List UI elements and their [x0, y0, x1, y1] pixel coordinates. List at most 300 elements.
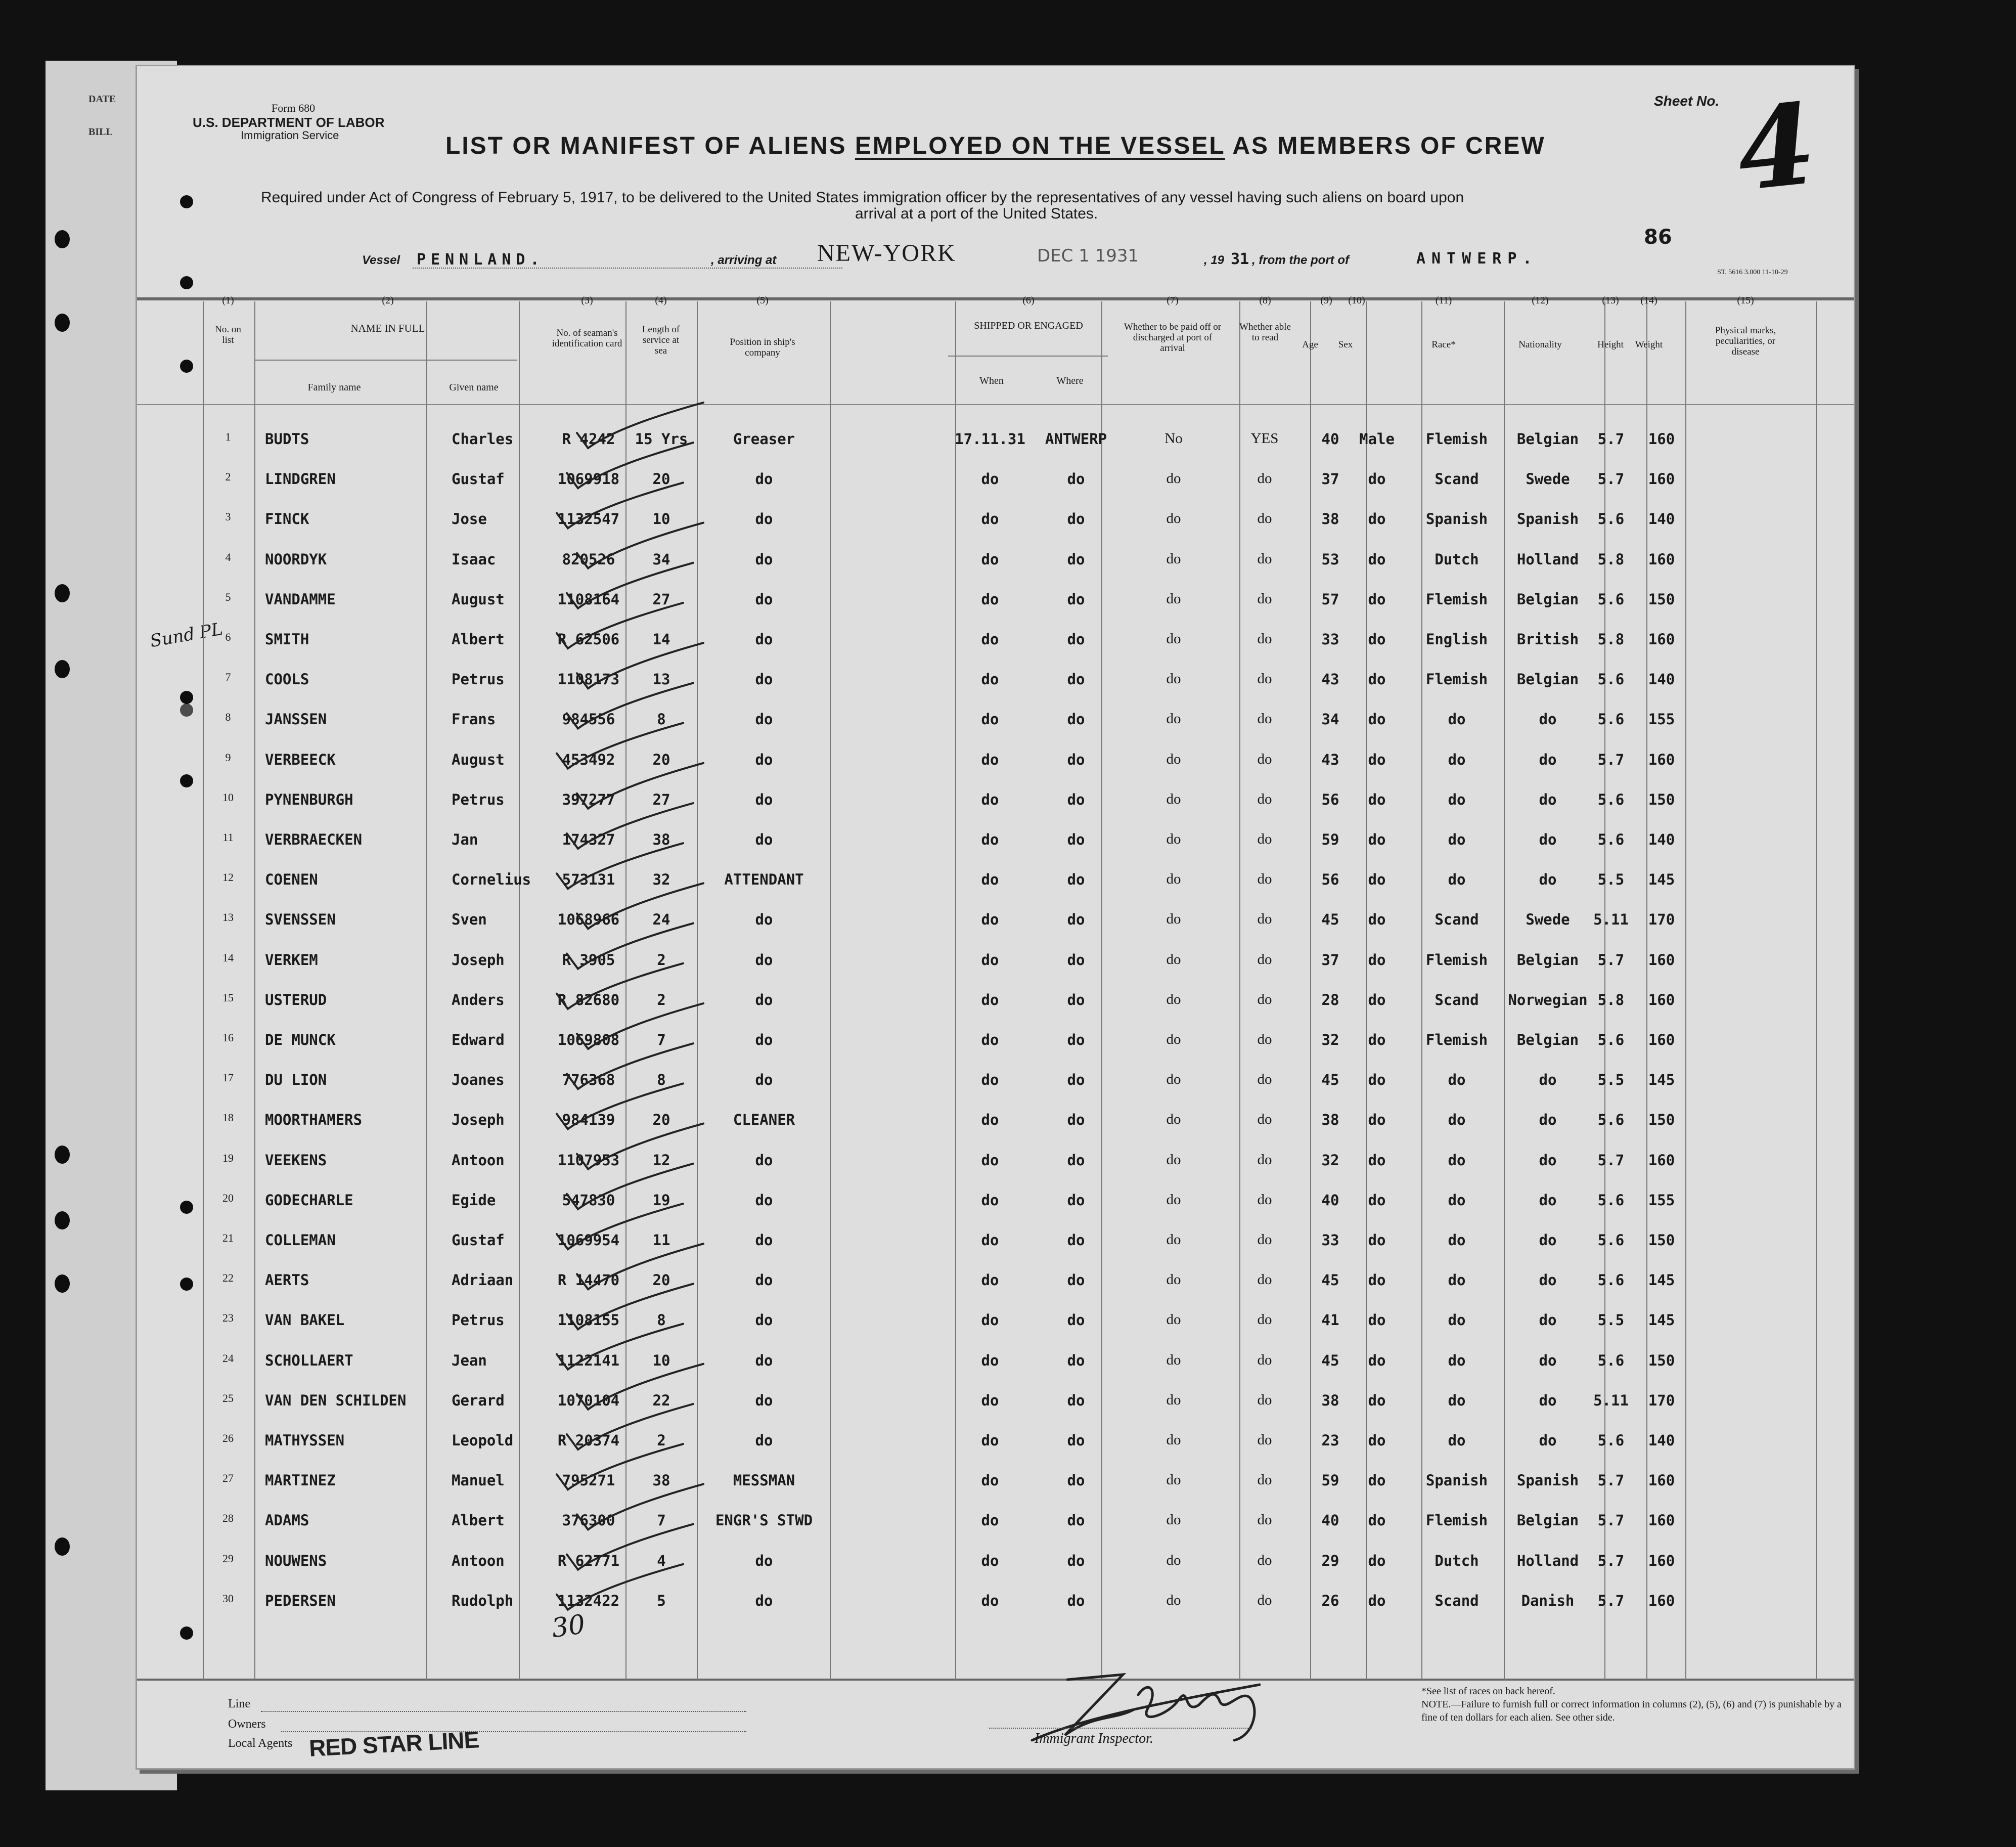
cell-given: Joanes: [452, 1071, 505, 1089]
cell-when: do: [981, 711, 999, 728]
cell-given: Petrus: [452, 1311, 505, 1329]
cell-paid: do: [1166, 1592, 1181, 1608]
cell-when: do: [981, 911, 999, 929]
cell-paid: do: [1166, 1391, 1181, 1408]
cell-service: 14: [652, 631, 670, 648]
cell-no: 2: [225, 470, 231, 483]
cell-height: 5.8: [1597, 991, 1625, 1008]
cell-weight: 145: [1648, 1271, 1675, 1289]
cell-where: do: [1067, 671, 1085, 688]
service-name: Immigration Service: [241, 129, 339, 142]
cell-nat: Holland: [1516, 550, 1579, 568]
cell-when: do: [981, 550, 999, 568]
cell-nat: do: [1539, 751, 1557, 768]
cell-sex: do: [1368, 1232, 1386, 1249]
cell-paid: do: [1166, 1031, 1181, 1047]
cell-paid: do: [1166, 911, 1181, 928]
cell-nat: Belgian: [1516, 671, 1579, 688]
cell-sex: do: [1368, 1031, 1386, 1048]
cell-when: do: [981, 1071, 999, 1089]
cell-age: 29: [1321, 1552, 1339, 1569]
cell-height: 5.11: [1593, 911, 1629, 929]
cell-age: 40: [1321, 430, 1339, 448]
cell-weight: 160: [1648, 430, 1675, 448]
cell-height: 5.6: [1597, 1351, 1625, 1369]
cell-race: Flemish: [1425, 951, 1488, 969]
header-race: Race*: [1431, 339, 1456, 350]
cell-race: Flemish: [1425, 671, 1488, 688]
cell-family: ADAMS: [265, 1512, 309, 1529]
column-number: (9): [1320, 295, 1332, 306]
cell-given: Edward: [452, 1031, 505, 1048]
cell-sex: do: [1368, 871, 1386, 889]
cell-paid: do: [1166, 590, 1181, 607]
cell-given: Leopold: [452, 1432, 514, 1449]
cell-card: 984556: [562, 711, 615, 728]
column-number: (5): [756, 295, 769, 306]
cell-sex: do: [1368, 550, 1386, 568]
cell-age: 40: [1321, 1191, 1339, 1209]
punch-hole: [55, 1211, 70, 1229]
cell-given: Gerard: [452, 1391, 505, 1409]
cell-position: ATTENDANT: [724, 871, 804, 889]
cell-family: VERBRAECKEN: [265, 831, 363, 848]
cell-race: Scand: [1435, 911, 1479, 929]
arriving-port: NEW-YORK: [817, 240, 956, 267]
cell-sex: do: [1368, 1271, 1386, 1289]
header-weight: Weight: [1635, 339, 1663, 350]
cell-age: 33: [1321, 631, 1339, 648]
cell-no: 30: [222, 1592, 234, 1605]
cell-where: do: [1067, 631, 1085, 648]
cell-sex: do: [1368, 1351, 1386, 1369]
cell-card: 376300: [562, 1512, 615, 1529]
cell-given: Manuel: [452, 1472, 505, 1489]
cell-sex: do: [1368, 631, 1386, 648]
cell-nat: do: [1539, 1311, 1557, 1329]
cell-age: 37: [1321, 951, 1339, 969]
cell-position: do: [755, 1391, 773, 1409]
cell-position: do: [755, 911, 773, 929]
cell-weight: 140: [1648, 831, 1675, 848]
header-height: Height: [1597, 339, 1624, 350]
cell-height: 5.6: [1597, 711, 1625, 728]
cell-sex: do: [1368, 1592, 1386, 1609]
cell-nat: Norwegian: [1508, 991, 1588, 1008]
cell-family: VEEKENS: [265, 1151, 327, 1169]
header-physical-marks: Physical marks, peculiarities, or disease: [1715, 325, 1776, 357]
cell-weight: 155: [1648, 1191, 1675, 1209]
cell-height: 5.6: [1597, 1191, 1625, 1209]
cell-no: 13: [222, 911, 234, 924]
cell-service: 19: [652, 1191, 670, 1209]
cell-height: 5.7: [1597, 1472, 1625, 1489]
check-mark: [577, 1244, 703, 1289]
check-mark: [567, 1284, 693, 1329]
cell-nat: do: [1539, 1151, 1557, 1169]
cell-weight: 160: [1648, 1592, 1675, 1609]
column-number: (8): [1259, 295, 1271, 306]
cell-no: 9: [225, 751, 231, 764]
cell-height: 5.6: [1597, 671, 1625, 688]
cell-where: do: [1067, 1191, 1085, 1209]
punch-hole: [55, 584, 70, 602]
cell-weight: 160: [1648, 1512, 1675, 1529]
cell-no: 4: [225, 550, 231, 563]
cell-paid: do: [1166, 671, 1181, 687]
cell-where: do: [1067, 1552, 1085, 1569]
cell-service: 2: [657, 991, 666, 1008]
cell-given: Albert: [452, 1512, 505, 1529]
check-mark: [557, 1564, 683, 1610]
cell-nat: Swede: [1526, 470, 1570, 488]
check-mark: [577, 523, 703, 568]
cell-where: do: [1067, 1311, 1085, 1329]
inspector-underline: [989, 1728, 1252, 1729]
cell-race: do: [1448, 711, 1466, 728]
cell-service: 4: [657, 1552, 666, 1569]
cell-service: 34: [652, 550, 670, 568]
column-number: (12): [1532, 295, 1549, 306]
cell-given: Egide: [452, 1191, 496, 1209]
cell-age: 56: [1321, 790, 1339, 808]
check-mark: [567, 803, 693, 849]
punch-hole: [55, 660, 70, 678]
cell-service: 7: [657, 1031, 666, 1048]
cell-height: 5.6: [1597, 831, 1625, 848]
check-mark: [567, 924, 693, 969]
cell-family: SVENSSEN: [265, 911, 336, 929]
cell-age: 38: [1321, 1391, 1339, 1409]
cell-card: 174327: [562, 831, 615, 848]
edge-number: 2: [1892, 161, 1904, 182]
cell-where: do: [1067, 951, 1085, 969]
cell-service: 27: [652, 590, 670, 608]
cell-where: do: [1067, 470, 1085, 488]
cell-read: do: [1257, 871, 1272, 888]
cell-paid: do: [1166, 631, 1181, 647]
cell-age: 57: [1321, 590, 1339, 608]
cell-height: 5.6: [1597, 1432, 1625, 1449]
cell-family: MATHYSSEN: [265, 1432, 345, 1449]
cell-where: do: [1067, 1232, 1085, 1249]
cell-age: 45: [1321, 911, 1339, 929]
cell-read: do: [1257, 1151, 1272, 1168]
cell-height: 5.6: [1597, 1111, 1625, 1129]
cell-sex: do: [1368, 510, 1386, 528]
cell-age: 59: [1321, 1472, 1339, 1489]
cell-weight: 160: [1648, 951, 1675, 969]
cell-height: 5.6: [1597, 510, 1625, 528]
cell-card: 1108173: [557, 671, 620, 688]
cell-nat: do: [1539, 871, 1557, 889]
cell-position: do: [755, 470, 773, 488]
cell-nat: Belgian: [1516, 430, 1579, 448]
cell-when: do: [981, 1592, 999, 1609]
cell-card: 1108164: [557, 590, 620, 608]
cell-age: 56: [1321, 871, 1339, 889]
cell-no: 5: [225, 590, 231, 603]
cell-card: R 14470: [557, 1271, 620, 1289]
cell-nat: Danish: [1521, 1592, 1575, 1609]
header-no-on-list: No. on list: [215, 324, 241, 345]
cell-sex: do: [1368, 1512, 1386, 1529]
check-mark: [557, 1444, 683, 1489]
cell-family: SMITH: [265, 631, 309, 648]
cell-read: do: [1257, 631, 1272, 647]
cell-service: 38: [652, 831, 670, 848]
year-value: 31: [1231, 250, 1249, 268]
cell-where: do: [1067, 1111, 1085, 1129]
cell-given: Jan: [452, 831, 478, 848]
column-number: (11): [1435, 295, 1452, 306]
cell-card: 1132422: [557, 1592, 620, 1609]
cell-when: do: [981, 790, 999, 808]
cell-position: do: [755, 671, 773, 688]
cell-race: Flemish: [1425, 1031, 1488, 1048]
cell-height: 5.6: [1597, 1031, 1625, 1048]
cell-paid: do: [1166, 1232, 1181, 1248]
cell-when: do: [981, 1151, 999, 1169]
cell-family: SCHOLLAERT: [265, 1351, 353, 1369]
cell-where: do: [1067, 790, 1085, 808]
cell-height: 5.7: [1597, 751, 1625, 768]
cell-position: ENGR'S STWD: [715, 1512, 813, 1529]
cell-read: do: [1257, 671, 1272, 687]
cell-weight: 160: [1648, 991, 1675, 1008]
check-mark: [557, 963, 683, 1009]
cell-card: 776368: [562, 1071, 615, 1089]
cell-given: Jose: [452, 510, 487, 528]
cell-nat: British: [1516, 631, 1579, 648]
cell-weight: 160: [1648, 470, 1675, 488]
column-number: (2): [382, 295, 394, 306]
edge-label-date: DATE: [88, 94, 116, 105]
cell-no: 17: [222, 1071, 234, 1084]
cell-family: BUDTS: [265, 430, 309, 448]
cell-family: PYNENBURGH: [265, 790, 353, 808]
cell-service: 12: [652, 1151, 670, 1169]
cell-family: DE MUNCK: [265, 1031, 336, 1048]
cell-race: Flemish: [1425, 430, 1488, 448]
cell-read: do: [1257, 711, 1272, 727]
cell-service: 20: [652, 1271, 670, 1289]
cell-position: do: [755, 951, 773, 969]
cell-paid: do: [1166, 991, 1181, 1007]
cell-when: do: [981, 871, 999, 889]
cell-paid: do: [1166, 711, 1181, 727]
cell-read: do: [1257, 1592, 1272, 1608]
cell-no: 27: [222, 1472, 234, 1485]
cell-paid: do: [1166, 550, 1181, 567]
cell-position: do: [755, 631, 773, 648]
cell-position: do: [755, 1311, 773, 1329]
cell-no: 7: [225, 671, 231, 684]
cell-when: do: [981, 1552, 999, 1569]
cell-read: do: [1257, 1552, 1272, 1568]
cell-family: PEDERSEN: [265, 1592, 336, 1609]
cell-when: do: [981, 590, 999, 608]
cell-position: do: [755, 590, 773, 608]
cell-sex: do: [1368, 991, 1386, 1008]
cell-service: 2: [657, 1432, 666, 1449]
cell-race: English: [1425, 631, 1488, 648]
check-mark: [557, 1204, 683, 1249]
cell-when: do: [981, 951, 999, 969]
cell-paid: No: [1164, 430, 1183, 447]
header-given-name: Given name: [449, 382, 499, 393]
cell-nat: do: [1539, 1351, 1557, 1369]
cell-read: do: [1257, 470, 1272, 487]
cell-age: 38: [1321, 510, 1339, 528]
cell-age: 32: [1321, 1031, 1339, 1048]
cell-race: Spanish: [1425, 510, 1488, 528]
cell-read: do: [1257, 751, 1272, 767]
cell-paid: do: [1166, 1432, 1181, 1448]
races-note: *See list of races on back hereof.: [1421, 1686, 1555, 1697]
cell-family: VERBEECK: [265, 751, 336, 768]
handwritten-total: 30: [550, 1609, 588, 1644]
cell-where: do: [1067, 1151, 1085, 1169]
cell-weight: 160: [1648, 550, 1675, 568]
owners-label: Owners: [228, 1718, 266, 1731]
cell-height: 5.5: [1597, 1071, 1625, 1089]
cell-height: 5.6: [1597, 590, 1625, 608]
header-length-service: Length of service at sea: [642, 324, 680, 356]
from-port-label: , from the port of: [1252, 253, 1349, 267]
cell-no: 6: [225, 631, 231, 643]
cell-height: 5.7: [1597, 1151, 1625, 1169]
cell-age: 53: [1321, 550, 1339, 568]
cell-read: do: [1257, 1232, 1272, 1248]
penalty-note: NOTE.—Failure to furnish full or correct information in columns (2), (5), (6) and (7) is punishable by a fine of ten dollars for each alien. See other side.: [1421, 1699, 1842, 1723]
cell-card: 1070104: [557, 1391, 620, 1409]
cell-no: 23: [222, 1311, 234, 1325]
cell-no: 18: [222, 1111, 234, 1124]
cell-weight: 150: [1648, 590, 1675, 608]
cell-sex: do: [1368, 590, 1386, 608]
cell-given: August: [452, 751, 505, 768]
cell-card: 1069918: [557, 470, 620, 488]
cell-no: 29: [222, 1552, 234, 1565]
cell-weight: 145: [1648, 871, 1675, 889]
cell-paid: do: [1166, 470, 1181, 487]
cell-position: do: [755, 1031, 773, 1048]
cell-family: DU LION: [265, 1071, 327, 1089]
cell-read: do: [1257, 911, 1272, 928]
cell-card: R 82680: [557, 991, 620, 1008]
cell-card: 1069954: [557, 1232, 620, 1249]
cell-weight: 160: [1648, 751, 1675, 768]
cell-given: Gustaf: [452, 470, 505, 488]
cell-sex: do: [1368, 671, 1386, 688]
cell-service: 10: [652, 510, 670, 528]
cell-sex: do: [1368, 1472, 1386, 1489]
cell-race: Scand: [1435, 1592, 1479, 1609]
check-mark: [557, 482, 683, 528]
margin-note: Sund PL: [148, 619, 225, 652]
cell-age: 43: [1321, 671, 1339, 688]
cell-read: do: [1257, 1311, 1272, 1328]
cell-card: 820526: [562, 550, 615, 568]
cell-race: do: [1448, 1071, 1466, 1089]
arriving-label: , arriving at: [711, 253, 777, 267]
cell-no: 1: [225, 430, 231, 443]
column-number: (1): [222, 295, 234, 306]
cell-race: Flemish: [1425, 590, 1488, 608]
cell-card: 795271: [562, 1472, 615, 1489]
cell-no: 19: [222, 1151, 234, 1164]
cell-sex: do: [1368, 1552, 1386, 1569]
cell-height: 5.7: [1597, 1592, 1625, 1609]
local-agents-label: Local Agents: [228, 1737, 293, 1750]
cell-height: 5.7: [1597, 1552, 1625, 1569]
cell-read: do: [1257, 831, 1272, 847]
cell-weight: 160: [1648, 1031, 1675, 1048]
check-mark: [567, 1164, 693, 1209]
cell-where: do: [1067, 1592, 1085, 1609]
cell-position: do: [755, 1071, 773, 1089]
cell-card: 1108155: [557, 1311, 620, 1329]
cell-card: R 20374: [557, 1432, 620, 1449]
cell-card: 547830: [562, 1191, 615, 1209]
header-paid-off: Whether to be paid off or discharged at port of arrival: [1124, 322, 1222, 354]
cell-read: do: [1257, 951, 1272, 968]
cell-card: 573131: [562, 871, 615, 889]
check-mark: [577, 643, 703, 688]
cell-weight: 170: [1648, 911, 1675, 929]
cell-card: 453492: [562, 751, 615, 768]
cell-position: do: [755, 550, 773, 568]
cell-nat: do: [1539, 1071, 1557, 1089]
cell-height: 5.8: [1597, 550, 1625, 568]
cell-weight: 160: [1648, 1151, 1675, 1169]
cell-service: 7: [657, 1512, 666, 1529]
cell-where: do: [1067, 871, 1085, 889]
cell-given: Antoon: [452, 1151, 505, 1169]
cell-when: do: [981, 1311, 999, 1329]
cell-given: Petrus: [452, 671, 505, 688]
cell-position: CLEANER: [733, 1111, 795, 1129]
cell-given: August: [452, 590, 505, 608]
cell-given: Albert: [452, 631, 505, 648]
cell-where: do: [1067, 1031, 1085, 1048]
cell-service: 38: [652, 1472, 670, 1489]
cell-given: Joseph: [452, 951, 505, 969]
column-number: (3): [581, 295, 593, 306]
cell-read: do: [1257, 991, 1272, 1007]
cell-card: 1069808: [557, 1031, 620, 1048]
check-mark: [567, 1524, 693, 1570]
cell-nat: Belgian: [1516, 1031, 1579, 1048]
cell-where: do: [1067, 1472, 1085, 1489]
cell-sex: do: [1368, 1311, 1386, 1329]
cell-where: do: [1067, 590, 1085, 608]
cell-weight: 150: [1648, 1111, 1675, 1129]
cell-service: 11: [652, 1232, 670, 1249]
column-number: (6): [1022, 295, 1035, 306]
cell-given: Petrus: [452, 790, 505, 808]
punch-hole: [55, 314, 70, 332]
cell-height: 5.7: [1597, 470, 1625, 488]
cell-no: 8: [225, 711, 231, 724]
cell-family: VAN DEN SCHILDEN: [265, 1391, 407, 1409]
header-nationality: Nationality: [1518, 339, 1562, 350]
cell-sex: do: [1368, 470, 1386, 488]
cell-read: do: [1257, 1191, 1272, 1208]
cell-sex: do: [1368, 911, 1386, 929]
cell-nat: do: [1539, 1111, 1557, 1129]
